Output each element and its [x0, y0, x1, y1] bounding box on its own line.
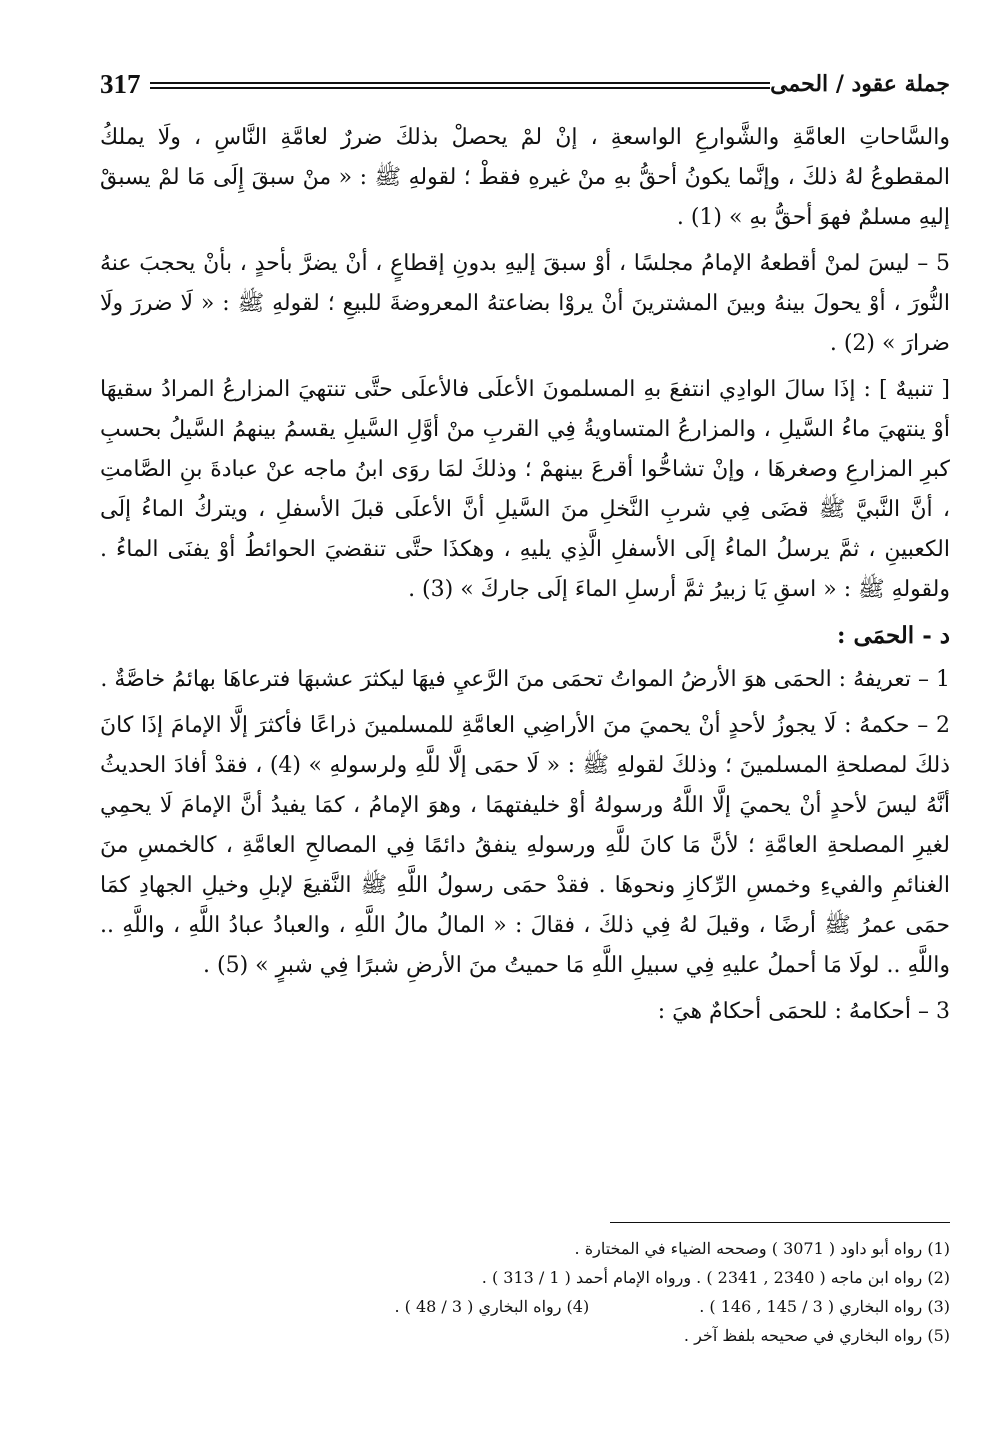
footnote-4: (4) رواه البخاري ( 3 / 48 ) . [394, 1297, 590, 1316]
paragraph-1: والسَّاحاتِ العامَّةِ والشَّوارعِ الواسعةِ ، إنْ لمْ يحصلْ بذلكَ ضررٌ لعامَّةِ النَّاسِ ، ولَا يملكُ المقطوعُ لهُ ذلكَ ، وإنَّما يكونُ أحقُّ بهِ منْ غيرهِ فقطْ ؛ لقولهِ ﷺ : « منْ سبقَ إِلَى مَا لمْ يسبقْ إليهِ مسلمٌ فهوَ أحقُّ بهِ » (1) . [100, 125, 950, 230]
page-header [100, 66, 950, 106]
footnote-5: (5) رواه البخاري في صحيحه بلفظ آخر . [683, 1326, 950, 1345]
footnote-row [100, 1292, 950, 1321]
paragraph-2: 5 – ليسَ لمنْ أقطعهُ الإمامُ مجلسًا ، أوْ سبقَ إليهِ بدونِ إقطاعٍ ، أنْ يضرَّ بأحدٍ ، بأنْ يحجبَ عنهُ النُّورَ ، أوْ يحولَ بينهُ وبينَ المشترينَ أنْ يروْا بضاعتهُ المعروضةَ للبيعِ ؛ لقولهِ ﷺ : « لَا ضررَ ولَا ضرارَ » (2) . [100, 251, 950, 356]
main-text [100, 118, 950, 1038]
footnotes [100, 1234, 950, 1350]
section-heading: د - الحمَى : [836, 622, 950, 649]
footnotes-rule [610, 1222, 950, 1223]
header-rule [150, 82, 770, 89]
page-number: 317 [100, 69, 141, 99]
running-title: جملة عقود / الحمى [770, 71, 950, 97]
footnote-3: (3) رواه البخاري ( 3 / 145 , 146 ) . [699, 1297, 950, 1316]
footnote-2: (2) رواه ابن ماجه ( 2340 , 2341 ) . ورواه الإمام أحمد ( 1 / 313 ) . [481, 1268, 950, 1287]
paragraph-ruling: 2 – حكمهُ : لَا يجوزُ لأحدٍ أنْ يحميَ منَ الأراضِي العامَّةِ للمسلمينَ ذراعًا فأكثرَ إلَّا الإمامَ إذَا كانَ ذلكَ لمصلحةِ المسلمينَ ؛ وذلكَ لقولهِ ﷺ : « لَا حمَى إلَّا للَّهِ ولرسولهِ » (4) ، فقدْ أفادَ الحديثُ أنَّهُ ليسَ لأحدٍ أنْ يحميَ إلَّا اللَّهُ ورسولهُ أوْ خليفتهمَا ، وهوَ الإمامُ ، كمَا يفيدُ أنَّ الإمامَ لَا يحمِي لغيرِ المصلحةِ العامَّةِ ؛ لأنَّ مَا كانَ للَّهِ ورسولهِ ينفقُ دائمًا فِي المصالحِ العامَّةِ ، كالخمسِ منَ الغنائمِ والفيءِ وخمسِ الرِّكازِ ونحوهَا . فقدْ حمَى رسولُ اللَّهِ ﷺ النَّقيعَ لإبلِ وخيلِ الجهادِ كمَا حمَى عمرُ ﷺ أرضًا ، وقيلَ لهُ فِي ذلكَ ، فقالَ : « المالُ مالُ اللَّهِ ، والعبادُ عبادُ اللَّهِ ، واللَّهِ .. واللَّهِ .. لولَا مَا أحملُ عليهِ فِي سبيلِ اللَّهِ مَا حميتُ منَ الأرضِ شبرًا فِي شبرٍ » (5) . [100, 713, 950, 978]
footnote-1: (1) رواه أبو داود ( 3071 ) وصححه الضياء في المختارة . [574, 1239, 950, 1258]
paragraph-note: [ تنبيهٌ ] : إذَا سالَ الوادِي انتفعَ بهِ المسلمونَ الأعلَى فالأعلَى حتَّى تنتهيَ المزارعُ المرادُ سقيهَا أوْ ينتهيَ ماءُ السَّيلِ ، والمزارعُ المتساويةُ فِي القربِ منْ أوَّلِ السَّيلِ يقسمُ بينهمُ السَّيلُ بحسبِ كبرِ المزارعِ وصغرهَا ، وإنْ تشاحُّوا أقرعَ بينهمْ ؛ وذلكَ لمَا روَى ابنُ ماجه عنْ عبادةَ بنِ الصَّامتِ ، أنَّ النَّبيَّ ﷺ قضَى فِي شربِ النَّخلِ منَ السَّيلِ أنَّ الأعلَى قبلَ الأسفلِ ، ويتركُ الماءُ إلَى الكعبينِ ، ثمَّ يرسلُ الماءُ إلَى الأسفلِ الَّذِي يليهِ ، وهكذَا حتَّى تنقضيَ الحوائطُ أوْ يفنَى الماءُ . ولقولهِ ﷺ : « اسقِ يَا زبيرُ ثمَّ أرسلِ الماءَ إلَى جاركَ » (3) . [100, 377, 950, 602]
paragraph-definition: 1 – تعريفهُ : الحمَى هوَ الأرضُ المواتُ تحمَى منَ الرَّعيِ فيهَا ليكثرَ عشبهَا فترعاهَا بهائمُ خاصَّةٌ . [100, 667, 950, 692]
paragraph-rules: 3 – أحكامهُ : للحمَى أحكامٌ هيَ : [657, 999, 950, 1024]
